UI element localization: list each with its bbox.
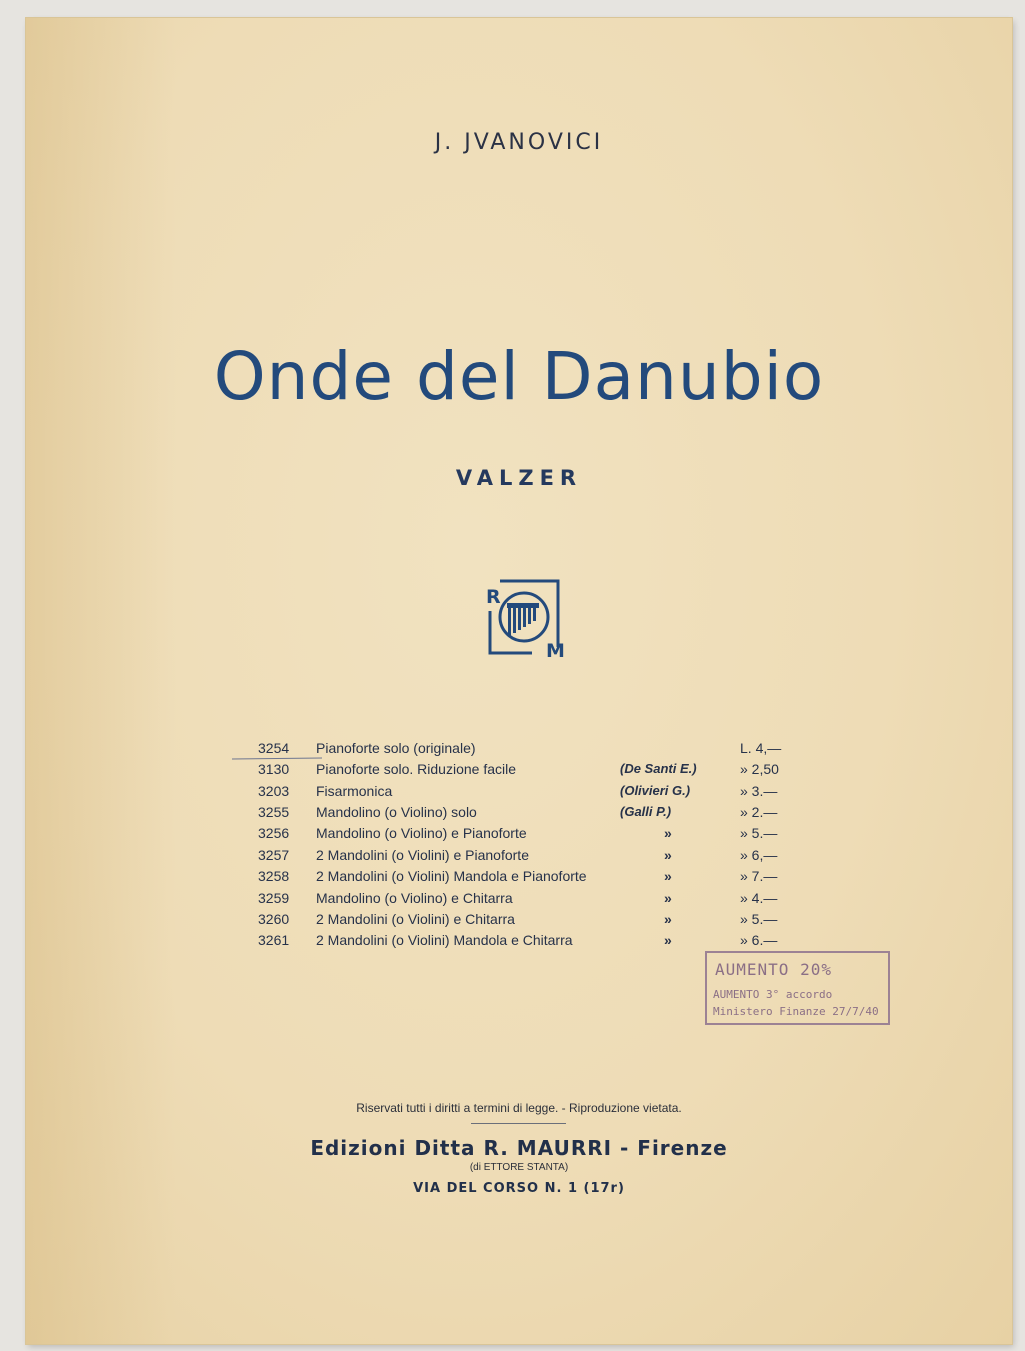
catalog-row	[26, 890, 1012, 910]
stamp-line-3: Ministero Finanze 27/7/40	[713, 1005, 879, 1018]
catalog-description: Mandolino (o Violino) e Chitarra	[316, 890, 513, 906]
catalog-number: 3261	[258, 932, 290, 948]
logo-letter-r: R	[486, 586, 501, 608]
divider	[471, 1123, 566, 1124]
catalog-price: » 2.—	[740, 804, 778, 820]
catalog-price: » 5.—	[740, 825, 778, 841]
catalog-description: 2 Mandolini (o Violini) e Chitarra	[316, 911, 515, 927]
catalog-ditto-mark: »	[664, 825, 672, 841]
catalog-price: » 4.—	[740, 890, 778, 906]
stamp-line-1: AUMENTO 20%	[715, 960, 832, 979]
catalog-price: » 5.—	[740, 911, 778, 927]
publisher-editor: (di ETTORE STANTA)	[469, 1162, 569, 1173]
catalog-number: 3258	[258, 868, 290, 884]
catalog-row	[26, 868, 1012, 888]
catalog-number: 3260	[258, 911, 290, 927]
catalog-price: » 7.—	[740, 868, 778, 884]
catalog-ditto-mark: »	[664, 890, 672, 906]
catalog-description: Mandolino (o Violino) e Pianoforte	[316, 825, 527, 841]
catalog-ditto-mark: »	[664, 847, 672, 863]
catalog-description: 2 Mandolini (o Violini) Mandola e Chitarra	[316, 932, 573, 948]
catalog-price: » 3.—	[740, 783, 778, 799]
stamp-line-2: AUMENTO 3° accordo	[713, 988, 833, 1001]
piece-subtitle: VALZER	[455, 466, 583, 490]
composer-name: J. JVANOVICI	[434, 130, 604, 155]
catalog-row	[26, 740, 1012, 760]
publisher-name: Edizioni Ditta R. MAURRI - Firenze	[310, 1136, 728, 1160]
price-increase-stamp	[705, 951, 890, 1025]
rm-panpipe-logo-icon	[484, 575, 566, 659]
catalog-description: Fisarmonica	[316, 783, 393, 799]
catalog-description: 2 Mandolini (o Violini) Mandola e Pianoforte	[316, 868, 587, 884]
catalog-number: 3256	[258, 825, 290, 841]
catalog-ditto-mark: »	[664, 932, 672, 948]
catalog-row	[26, 783, 1012, 803]
catalog-row	[26, 761, 1012, 781]
catalog-row	[26, 847, 1012, 867]
catalog-row	[26, 825, 1012, 845]
catalog-price: L. 4,—	[740, 740, 782, 756]
catalog-number: 3203	[258, 783, 290, 799]
catalog-number: 3255	[258, 804, 290, 820]
catalog-description: Pianoforte solo. Riduzione facile	[316, 761, 517, 777]
logo-letter-m: M	[546, 640, 565, 659]
catalog-price: » 2,50	[740, 761, 779, 777]
catalog-number: 3130	[258, 761, 290, 777]
catalog-row	[26, 804, 1012, 824]
catalog-arranger: (Galli P.)	[620, 804, 672, 819]
catalog-description: 2 Mandolini (o Violini) e Pianoforte	[316, 847, 529, 863]
catalog-description: Pianoforte solo (originale)	[316, 740, 476, 756]
publisher-address: VIA DEL CORSO N. 1 (17r)	[413, 1181, 625, 1196]
catalog-ditto-mark: »	[664, 911, 672, 927]
catalog-arranger: (De Santi E.)	[620, 761, 697, 776]
catalog-ditto-mark: »	[664, 868, 672, 884]
catalog-price: » 6.—	[740, 932, 778, 948]
catalog-row	[26, 911, 1012, 931]
catalog-row	[26, 932, 1012, 952]
piece-title: Onde del Danubio	[213, 338, 825, 415]
catalog-number: 3254	[258, 740, 290, 756]
catalog-arranger: (Olivieri G.)	[620, 783, 691, 798]
catalog-number: 3257	[258, 847, 290, 863]
catalog-price: » 6,—	[740, 847, 778, 863]
catalog-number: 3259	[258, 890, 290, 906]
catalog-description: Mandolino (o Violino) solo	[316, 804, 477, 820]
sheet-music-cover	[26, 18, 1012, 1344]
rights-notice: Riservati tutti i diritti a termini di legge. - Riproduzione vietata.	[356, 1101, 682, 1115]
